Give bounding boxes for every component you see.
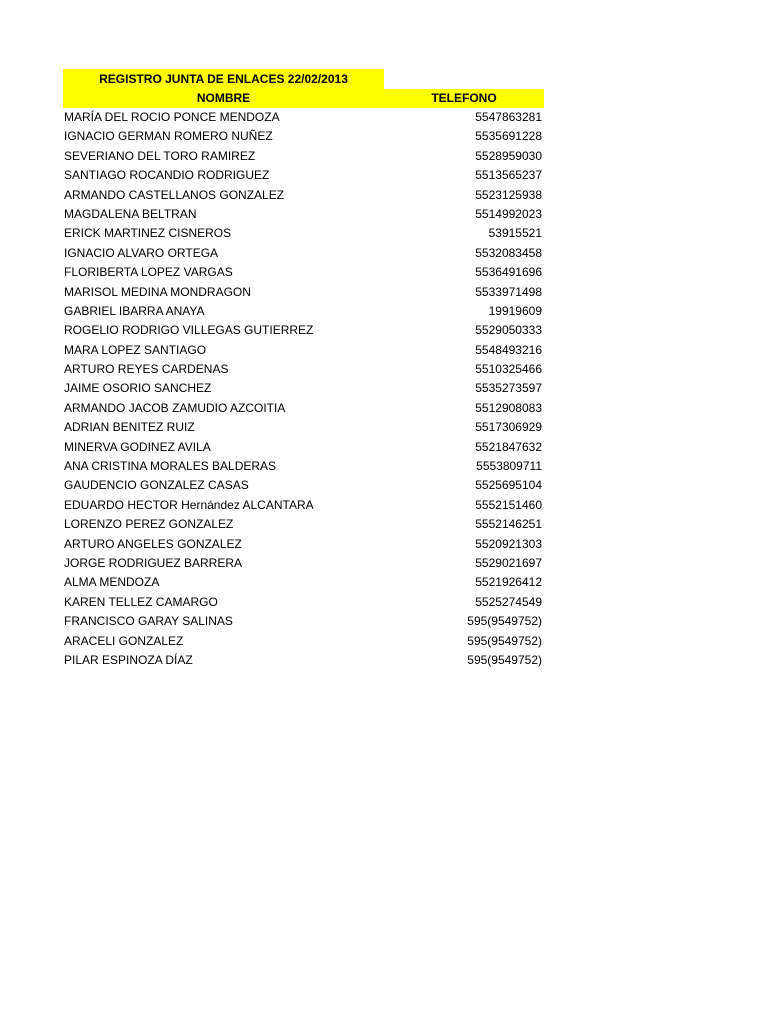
table-row bbox=[63, 166, 544, 185]
person-phone: 5523125938 bbox=[475, 187, 542, 202]
table-row bbox=[63, 476, 544, 495]
person-name: MARA LOPEZ SANTIAGO bbox=[64, 342, 207, 357]
person-phone: 595(9549752) bbox=[467, 633, 542, 648]
person-name: ADRIAN BENITEZ RUIZ bbox=[64, 420, 195, 435]
person-name: FRANCISCO GARAY SALINAS bbox=[64, 614, 233, 629]
person-name: ARTURO REYES CARDENAS bbox=[64, 362, 229, 377]
title-row bbox=[63, 69, 544, 89]
person-name: GAUDENCIO GONZALEZ CASAS bbox=[64, 478, 249, 493]
person-name: JORGE RODRIGUEZ BARRERA bbox=[64, 555, 243, 570]
person-phone: 5532083458 bbox=[475, 245, 542, 260]
person-name: SEVERIANO DEL TORO RAMIREZ bbox=[64, 148, 256, 163]
table-row bbox=[63, 438, 544, 457]
person-name: GABRIEL IBARRA ANAYA bbox=[64, 303, 205, 318]
table-row bbox=[63, 244, 544, 263]
person-name: MARISOL MEDINA MONDRAGON bbox=[64, 284, 251, 299]
person-name: ERICK MARTINEZ CISNEROS bbox=[64, 226, 232, 241]
person-phone: 5553809711 bbox=[476, 459, 542, 474]
person-name: MAGDALENA BELTRAN bbox=[64, 206, 197, 221]
person-name: JAIME OSORIO SANCHEZ bbox=[64, 381, 212, 396]
person-name: ARMANDO JACOB ZAMUDIO AZCOITIA bbox=[64, 400, 286, 415]
person-phone: 5552151460 bbox=[475, 497, 542, 512]
person-name: ARTURO ANGELES GONZALEZ bbox=[64, 536, 242, 551]
person-phone: 5533971498 bbox=[475, 284, 542, 299]
table-row bbox=[63, 573, 544, 592]
table-row bbox=[63, 632, 544, 651]
person-name: KAREN TELLEZ CAMARGO bbox=[64, 594, 218, 609]
table-row bbox=[63, 612, 544, 631]
registry-sheet bbox=[63, 69, 544, 670]
table-row bbox=[63, 321, 544, 340]
table-row bbox=[63, 399, 544, 418]
person-phone: 5536491696 bbox=[475, 265, 542, 280]
person-phone: 5529021697 bbox=[475, 555, 542, 570]
person-phone: 5521847632 bbox=[475, 439, 542, 454]
person-name: MARÍA DEL ROCIO PONCE MENDOZA bbox=[64, 110, 280, 124]
table-row bbox=[63, 418, 544, 437]
table-row bbox=[63, 108, 544, 127]
table-row bbox=[63, 379, 544, 398]
sheet-title: REGISTRO JUNTA DE ENLACES 22/02/2013 bbox=[63, 69, 384, 89]
header-phone: TELEFONO bbox=[431, 91, 497, 105]
person-name: ARACELI GONZALEZ bbox=[64, 633, 184, 648]
person-phone: 5548493216 bbox=[475, 342, 542, 357]
person-name: ANA CRISTINA MORALES BALDERAS bbox=[64, 459, 277, 474]
person-name: IGNACIO GERMAN ROMERO NUÑEZ bbox=[64, 129, 273, 144]
person-phone: 595(9549752) bbox=[467, 652, 542, 667]
table-row bbox=[63, 263, 544, 282]
person-phone: 5547863281 bbox=[475, 110, 542, 124]
table-row bbox=[63, 147, 544, 166]
person-name: ROGELIO RODRIGO VILLEGAS GUTIERREZ bbox=[64, 323, 314, 338]
person-phone: 5525695104 bbox=[475, 478, 542, 493]
table-row bbox=[63, 535, 544, 554]
registry-rows bbox=[63, 108, 544, 670]
person-name: ARMANDO CASTELLANOS GONZALEZ bbox=[64, 187, 285, 202]
person-name: IGNACIO ALVARO ORTEGA bbox=[64, 245, 219, 260]
person-phone: 5525274549 bbox=[475, 594, 542, 609]
person-name: SANTIAGO ROCANDIO RODRIGUEZ bbox=[64, 168, 270, 183]
person-phone: 5512908083 bbox=[475, 400, 542, 415]
table-row bbox=[63, 302, 544, 321]
person-name: FLORIBERTA LOPEZ VARGAS bbox=[64, 265, 233, 280]
table-row bbox=[63, 496, 544, 515]
person-phone: 5514992023 bbox=[475, 206, 542, 221]
table-row bbox=[63, 341, 544, 360]
person-phone: 5552146251 bbox=[475, 517, 542, 532]
table-row bbox=[63, 457, 544, 476]
person-name: LORENZO PEREZ GONZALEZ bbox=[64, 517, 234, 532]
table-row bbox=[63, 224, 544, 243]
person-phone: 5517306929 bbox=[475, 420, 542, 435]
table-row bbox=[63, 554, 544, 573]
person-phone: 5535691228 bbox=[475, 129, 542, 144]
person-phone: 5520921303 bbox=[475, 536, 542, 551]
person-phone: 5528959030 bbox=[475, 148, 542, 163]
table-row bbox=[63, 360, 544, 379]
person-name: PILAR ESPINOZA DÍAZ bbox=[64, 652, 193, 667]
table-row bbox=[63, 127, 544, 146]
person-name: ALMA MENDOZA bbox=[64, 575, 160, 590]
person-phone: 19919609 bbox=[488, 303, 542, 318]
table-row bbox=[63, 515, 544, 534]
header-row bbox=[63, 89, 544, 108]
table-row bbox=[63, 283, 544, 302]
person-name: EDUARDO HECTOR Hernández ALCANTARA bbox=[64, 497, 314, 512]
person-phone: 5510325466 bbox=[475, 362, 542, 377]
table-row bbox=[63, 205, 544, 224]
person-phone: 5521926412 bbox=[475, 575, 542, 590]
header-name: NOMBRE bbox=[196, 91, 251, 105]
table-row bbox=[63, 651, 544, 670]
person-phone: 595(9549752) bbox=[467, 614, 542, 629]
table-row bbox=[63, 593, 544, 612]
person-phone: 5535273597 bbox=[475, 381, 542, 396]
table-row bbox=[63, 186, 544, 205]
person-name: MINERVA GODINEZ AVILA bbox=[64, 439, 211, 454]
person-phone: 53915521 bbox=[488, 226, 542, 241]
person-phone: 5529050333 bbox=[475, 323, 542, 338]
person-phone: 5513565237 bbox=[475, 168, 542, 183]
